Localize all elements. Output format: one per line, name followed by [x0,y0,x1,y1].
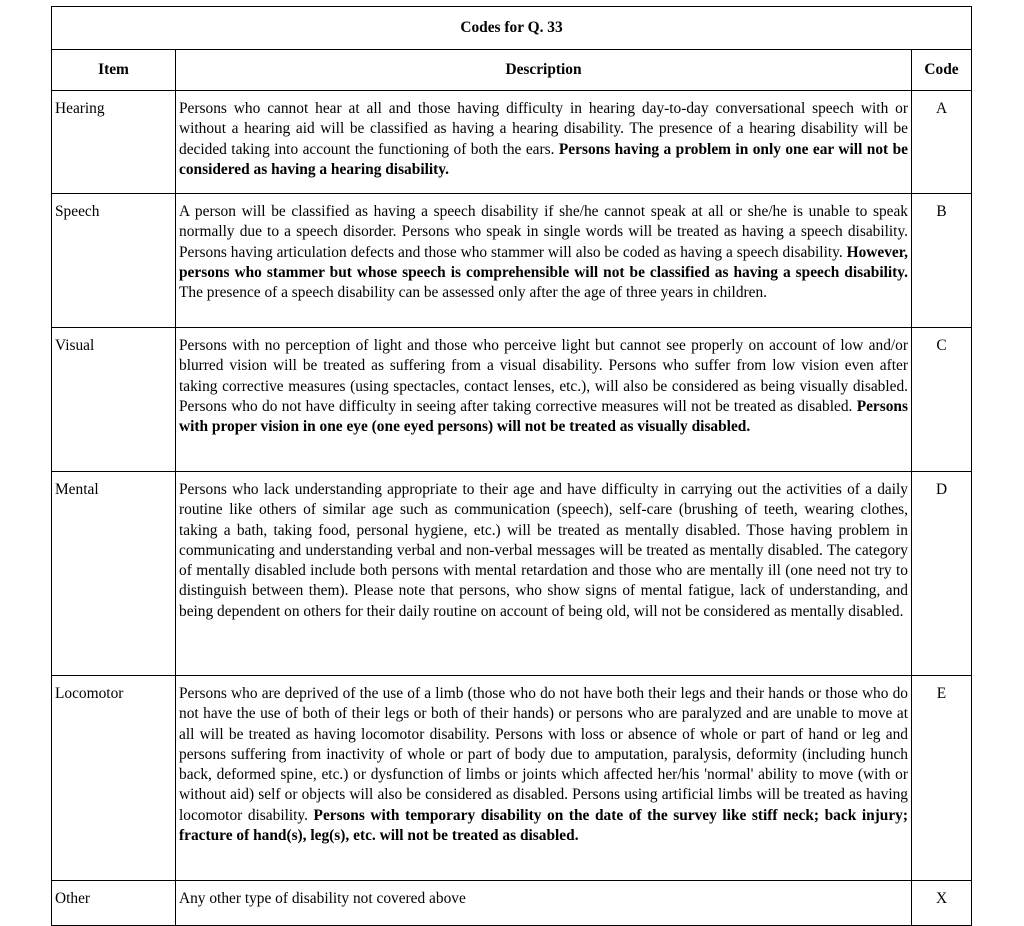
codes-table [51,6,972,926]
header-item: Item [52,50,176,91]
description-cell [176,194,912,328]
table-caption: Codes for Q. 33 [52,7,972,50]
description-text: A person will be classified as having a speech disability if she/he cannot speak at all or she/he is unable to speak normally due to a speech disorder. Persons who speak in single words will be treated as having a speech disability. Persons having articulation defects and those who stammer will also be coded as having a speech disability. [179,203,908,261]
description-bold-text: However, persons who stammer but whose speech is comprehensible will not be classified as having a speech disability. [179,243,908,281]
description-text: Persons who lack understanding appropriate to their age and have difficulty in carrying out the activities of a daily routine like others of similar age such as communication (speech), self-care (brushing of teeth, wearing clothes, taking a bath, taking food, personal hygiene, etc.) will be treated as mentally disabled. Those having problem in communicating and understanding verbal and non-verbal messages will be treated as mentally disabled. The category of mentally disabled include both persons with mental retardation and those who are mentally ill (one need not try to distinguish between them). Please note that persons, who show signs of mental fatigue, lack of understanding, and being dependent on others for their daily routine on account of being old, will not be considered as mentally disabled. [179,481,908,620]
item-cell: Other [52,881,176,926]
header-description: Description [176,50,912,91]
table-row-hearing [52,91,972,194]
table-row-other [52,881,972,926]
description-cell [176,881,912,926]
description-bold-text: Persons having a problem in only one ear will not be considered as having a hearing disability. [179,140,908,178]
code-cell: D [912,472,972,676]
description-bold-text: Persons with proper vision in one eye (one eyed persons) will not be treated as visually disabled. [179,397,908,436]
item-cell: Visual [52,328,176,472]
header-code: Code [912,50,972,91]
table-row-locomotor [52,676,972,881]
item-cell: Mental [52,472,176,676]
description-text: Persons with no perception of light and those who perceive light but cannot see properly on account of low and/or blurred vision will be treated as suffering from a visual disability. Persons who suffer from low vision even after taking corrective measures (using spectacles, contact lenses, etc.), will also be considered as being visually disabled. Persons who do not have difficulty in seeing after taking corrective measures will not be treated as disabled. [179,337,908,415]
code-cell: E [912,676,972,881]
code-cell: C [912,328,972,472]
description-text: Any other type of disability not covered above [179,890,466,907]
code-cell: X [912,881,972,926]
item-cell: Locomotor [52,676,176,881]
description-text: Persons who are deprived of the use of a limb (those who do not have both their legs and their hands or those who do not have the use of both of their legs or both of their hands) or persons who are paralyzed and are unable to move at all will be treated as having locomotor disability. Persons with loss or absence of whole or part of hand or leg and persons suffering from inactivity of whole or part of body due to amputation, paralysis, deformity (including hunch back, deformed spine, etc.) or dysfunction of limbs or joints which affected her/his 'normal' ability to move (with or without aid) self or objects will also be considered as disabled. Persons using artificial limbs will be treated as having locomotor disability. [179,685,908,824]
description-bold-text: Persons with temporary disability on the date of the survey like stiff neck; back injury; fracture of hand(s), leg(s), etc. will not be treated as disabled. [179,806,908,845]
description-cell [176,676,912,881]
document-page [51,6,971,926]
code-cell: A [912,91,972,194]
table-row-speech [52,194,972,328]
description-cell [176,328,912,472]
table-caption-row [52,7,972,50]
item-cell: Speech [52,194,176,328]
description-text-after: The presence of a speech disability can be assessed only after the age of three years in children. [179,284,768,302]
table-row-mental [52,472,972,676]
table-header-row [52,50,972,91]
item-cell: Hearing [52,91,176,194]
description-text: Persons who cannot hear at all and those having difficulty in hearing day-to-day conversational speech with or without a hearing aid will be classified as having a hearing disability. The presence of a hearing disability will be decided taking into account the functioning of both the ears. [179,100,908,158]
code-cell: B [912,194,972,328]
description-cell [176,91,912,194]
table-row-visual [52,328,972,472]
description-cell [176,472,912,676]
